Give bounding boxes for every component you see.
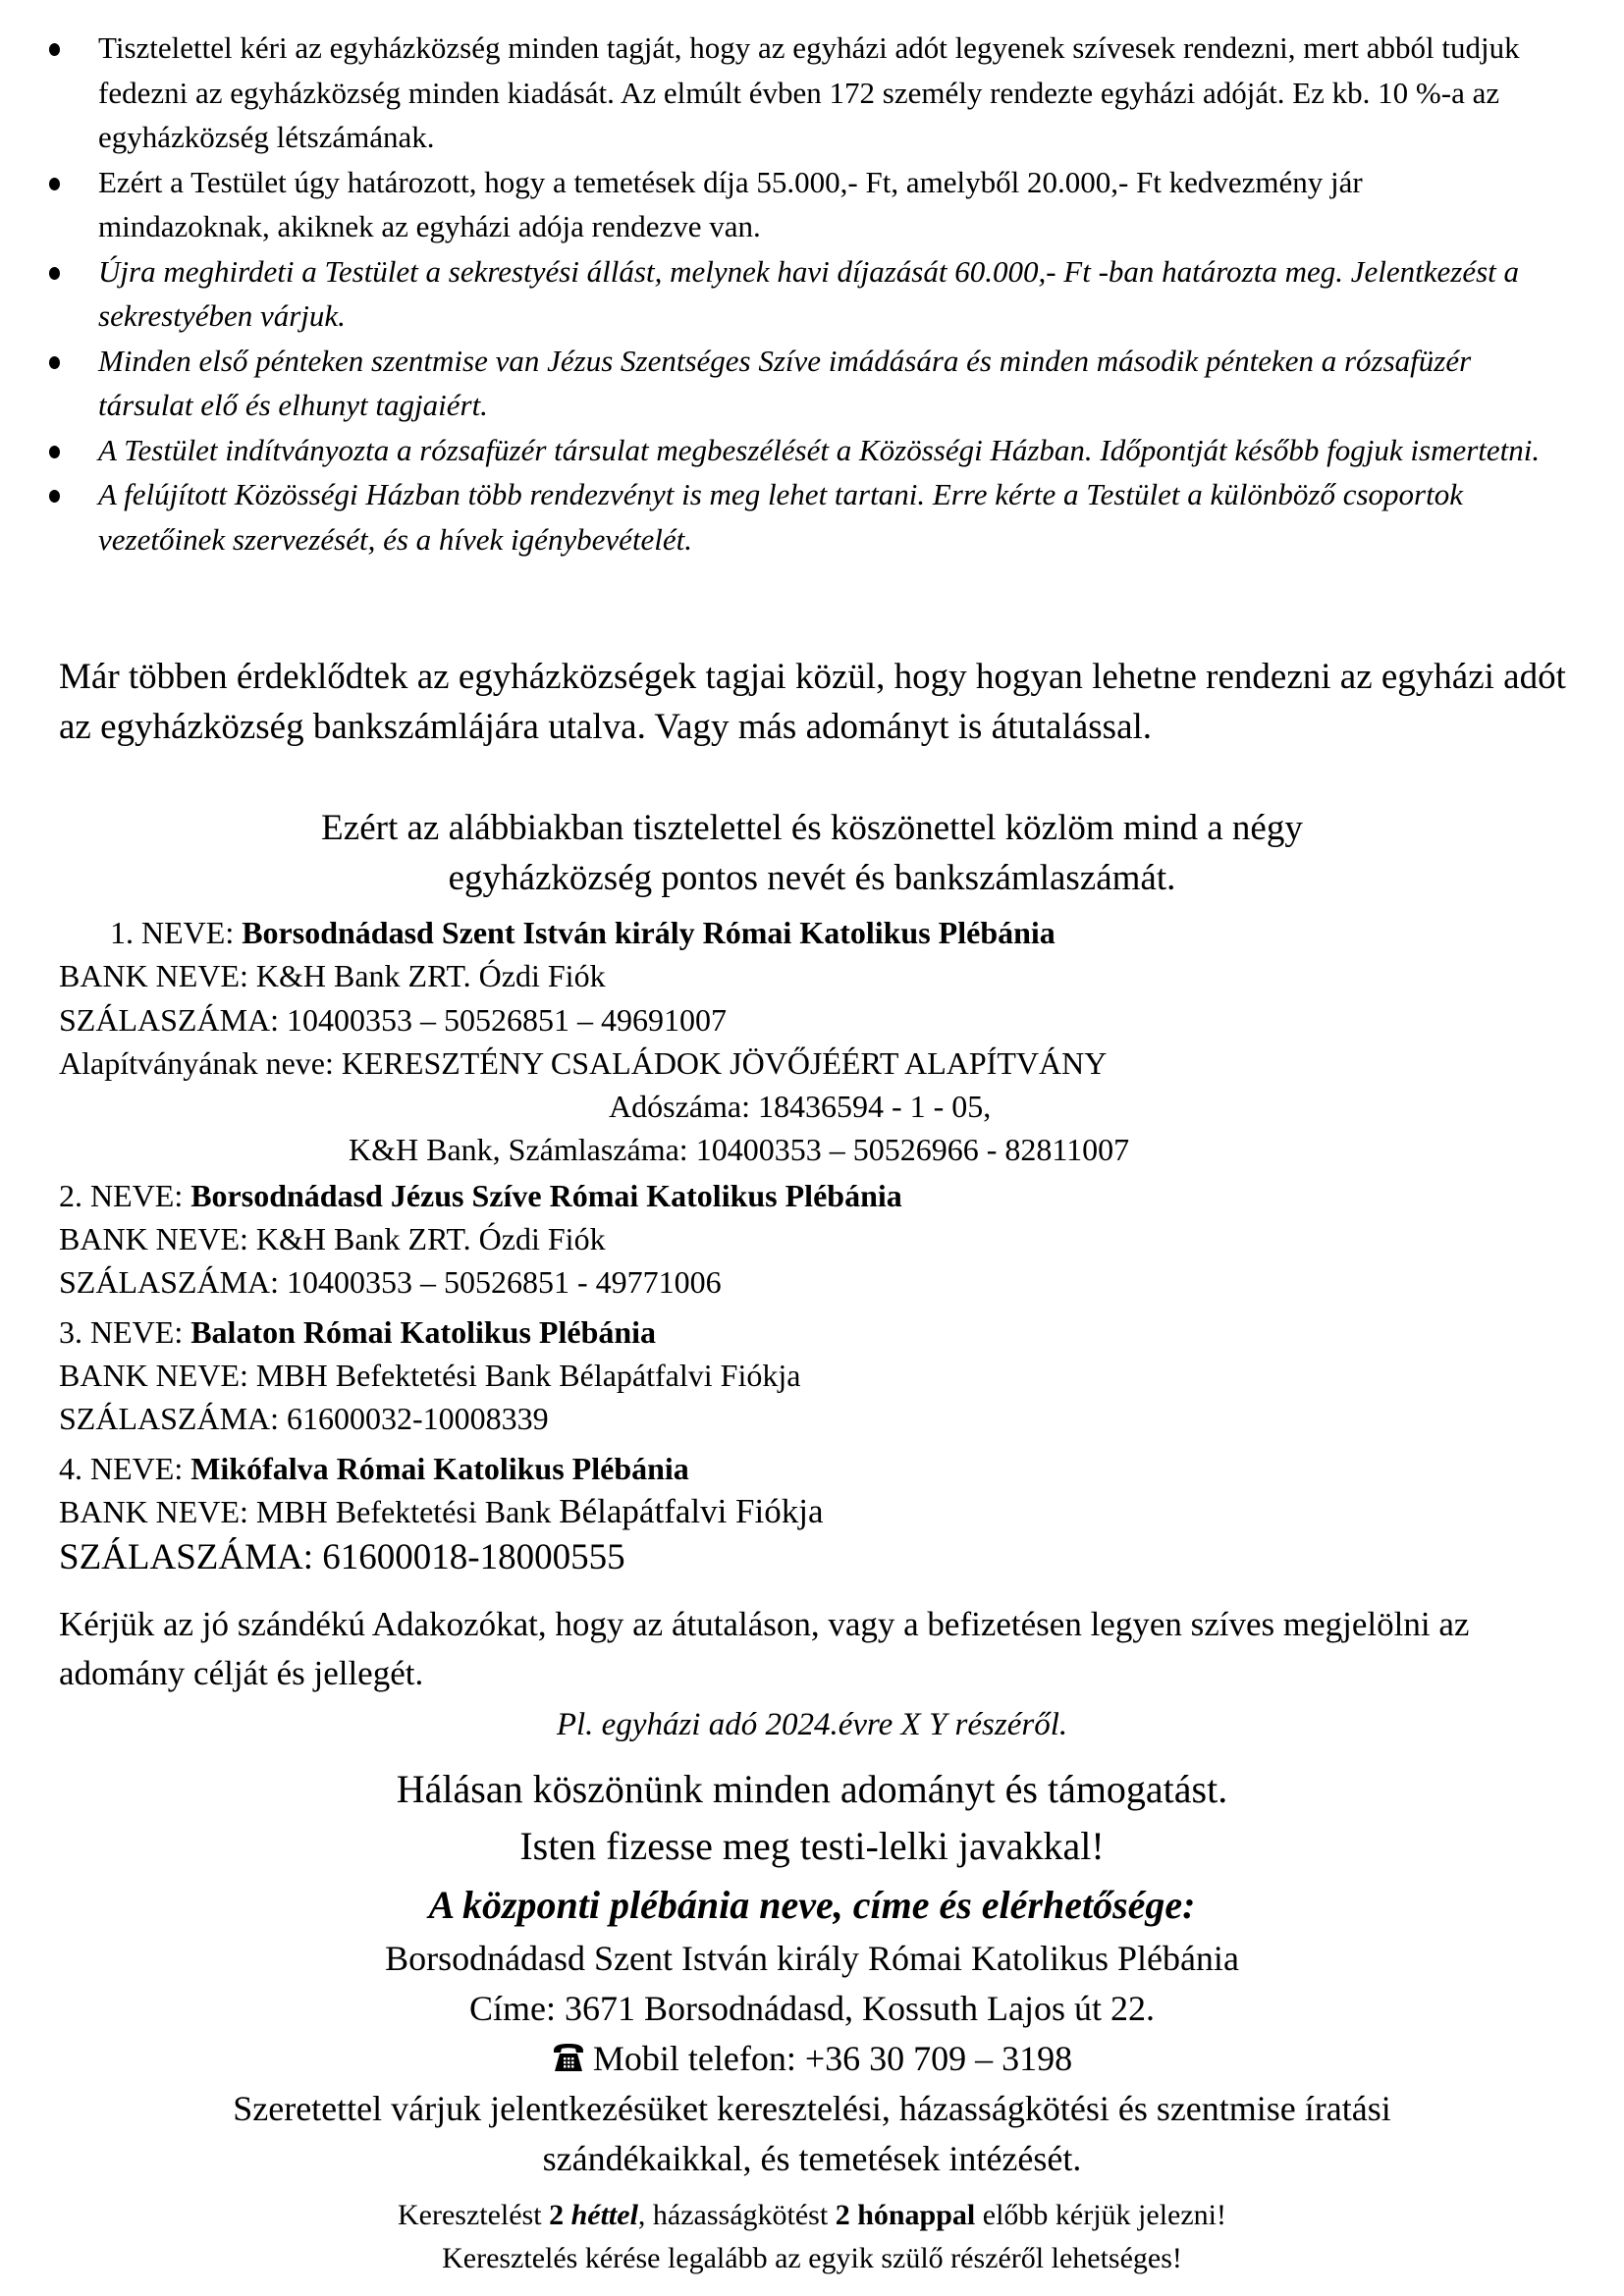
parish-1-title <box>59 911 1591 954</box>
announcement-text: A felújított Közösségi Házban több rendezvényt is meg lehet tartani. Erre kérte a Testület a különböző csoportok vezetőinek szervezését, és a hívek igénybevételét. <box>98 477 1463 557</box>
request-paragraph: Kérjük az jó szándékú Adakozókat, hogy az átutaláson, vagy a befizetésen legyen szíves megjelölni az adomány célját és jellegét. <box>59 1605 1470 1692</box>
notice-text: Keresztelést <box>397 2199 550 2231</box>
invitation-line: Szeretettel várjuk jelentkezésüket keresztelési, házasságkötési és szentmise íratási <box>233 2089 1391 2128</box>
bank-name-prefix: BANK NEVE: MBH Befektetési Bank <box>59 1493 560 1529</box>
telephone-icon <box>552 2042 585 2073</box>
bullet-icon <box>49 178 60 190</box>
announcement-text: Ezért a Testület úgy határozott, hogy a temetések díja 55.000,- Ft, amelyből 20.000,- Ft kedvezmény jár mindazoknak, akiknek az egyházi adója rendezve van. <box>98 164 1363 243</box>
announcement-text: Tisztelettel kéri az egyházközség minden tagját, hogy az egyházi adót legyenek szívesek rendezni, mert abból tudjuk fedezni az egyházközség minden kiadását. Az elmúlt évben 172 személy rendezte egyházi adóját. Ez kb. 10 %-a az egyházközség létszámának. <box>98 30 1520 154</box>
intro-paragraph: Már többen érdeklődtek az egyházközségek tagjai közül, hogy hogyan lehetne rendezni az egyházi adót az egyházközség bankszámlájára utalva. Vagy más adományt is átutalással. <box>59 657 1566 747</box>
announcement-text: Újra meghirdeti a Testület a sekrestyési állást, melynek havi díjazását 60.000,- Ft -ban határozta meg. Jelentkezést a sekrestyében várjuk. <box>98 253 1520 333</box>
parish-label: 4. NEVE: <box>59 1450 191 1486</box>
announcement-item <box>0 428 1542 473</box>
announcement-item <box>0 26 1542 160</box>
announcement-item <box>0 339 1542 428</box>
parish-1-foundation-tax: Adószáma: 18436594 - 1 - 05, <box>609 1089 992 1125</box>
phone-number: Mobil telefon: +36 30 709 – 3198 <box>592 2039 1073 2078</box>
intro-centered <box>0 803 1624 903</box>
thanks-block <box>0 1761 1624 1875</box>
parish-name: Borsodnádasd Szent István király Római Katolikus Plébánia <box>242 915 1056 950</box>
central-parish-contact <box>0 1934 1624 2184</box>
central-parish-phone-line <box>0 2034 1624 2084</box>
parish-1-account: SZÁLASZÁMA: 10400353 – 50526851 – 49691007 <box>59 1001 728 1038</box>
intro-centered-line: egyházközség pontos nevét és bankszámlaszámát. <box>448 858 1176 898</box>
bullet-icon <box>49 43 60 56</box>
notice-line <box>0 2194 1624 2237</box>
notice-line-last: Keresztelés kérése legalább az egyik szülő részéről lehetséges! <box>442 2242 1182 2274</box>
parish-label: 1. NEVE: <box>110 915 243 950</box>
announcement-item <box>0 472 1542 561</box>
announcement-item <box>0 160 1542 249</box>
notice-bold-italic: héttel <box>570 2199 638 2231</box>
parish-bank-list <box>59 911 1591 1582</box>
parish-label: 3. NEVE: <box>59 1313 191 1350</box>
parish-4-account: SZÁLASZÁMA: 61600018-18000555 <box>59 1537 625 1578</box>
notice-text: előbb kérjük jelezni! <box>975 2199 1226 2231</box>
parish-1-foundation-name: Alapítványának neve: KERESZTÉNY CSALÁDOK JÖVŐJÉÉRT ALAPÍTVÁNY <box>59 1044 1108 1081</box>
baptism-notice <box>0 2194 1624 2280</box>
invitation-line: szándékaikkal, és temetések intézését. <box>542 2139 1082 2178</box>
intro-centered-line: Ezért az alábbiakban tisztelettel és köszönettel közlöm mind a négy <box>321 808 1303 848</box>
parish-3-title <box>59 1310 1591 1354</box>
parish-name: Mikófalva Római Katolikus Plébánia <box>190 1450 689 1486</box>
parish-name: Borsodnádasd Jézus Szíve Római Katolikus Plébánia <box>190 1177 902 1213</box>
parish-1-bank: BANK NEVE: K&H Bank ZRT. Ózdi Fiók <box>59 958 606 994</box>
parish-4-title <box>59 1447 1591 1490</box>
parish-label: 2. NEVE: <box>59 1177 191 1213</box>
announcement-text: A Testület indítványozta a rózsafüzér társulat megbeszélését a Közösségi Házban. Időpontját később fogjuk ismertetni. <box>98 432 1541 467</box>
parish-3-bank: BANK NEVE: MBH Befektetési Bank Bélapátfalvi Fiókja <box>59 1357 801 1393</box>
bank-branch: Bélapátfalvi Fiókja <box>559 1491 824 1530</box>
announcement-text: Minden első pénteken szentmise van Jézus Szentséges Szíve imádására és minden második pénteken a rózsafüzér társulat elő és elhunyt tagjaiért. <box>98 343 1472 422</box>
notice-bold: 2 hónappal <box>835 2199 976 2231</box>
thanks-line: Hálásan köszönünk minden adományt és támogatást. <box>396 1767 1228 1811</box>
bullet-icon <box>49 267 60 280</box>
parish-1-foundation-account: K&H Bank, Számlaszáma: 10400353 – 50526966 - 82811007 <box>349 1132 1130 1168</box>
central-parish-address: Címe: 3671 Borsodnádasd, Kossuth Lajos út 22. <box>469 1989 1155 2028</box>
central-parish-heading: A központi plébánia neve, címe és elérhetősége: <box>428 1883 1196 1927</box>
parish-2-title <box>59 1174 1591 1217</box>
announcement-item <box>0 249 1542 339</box>
parish-2-account: SZÁLASZÁMA: 10400353 – 50526851 - 49771006 <box>59 1264 722 1301</box>
bullet-icon <box>49 356 60 369</box>
notice-bold: 2 <box>549 2199 571 2231</box>
notice-text: , házasságkötést <box>637 2199 836 2231</box>
announcement-list <box>0 26 1624 561</box>
example-note: Pl. egyházi adó 2024.évre X Y részéről. <box>556 1707 1068 1742</box>
bullet-icon <box>49 446 60 458</box>
thanks-line: Isten fizesse meg testi-lelki javakkal! <box>519 1824 1105 1868</box>
parish-3-account: SZÁLASZÁMA: 61600032-10008339 <box>59 1401 549 1437</box>
bullet-icon <box>49 490 60 503</box>
parish-2-bank: BANK NEVE: K&H Bank ZRT. Ózdi Fiók <box>59 1221 606 1257</box>
parish-name: Balaton Római Katolikus Plébánia <box>190 1313 657 1350</box>
parish-4-bank <box>59 1490 1591 1533</box>
central-parish-name: Borsodnádasd Szent István király Római Katolikus Plébánia <box>385 1939 1239 1978</box>
